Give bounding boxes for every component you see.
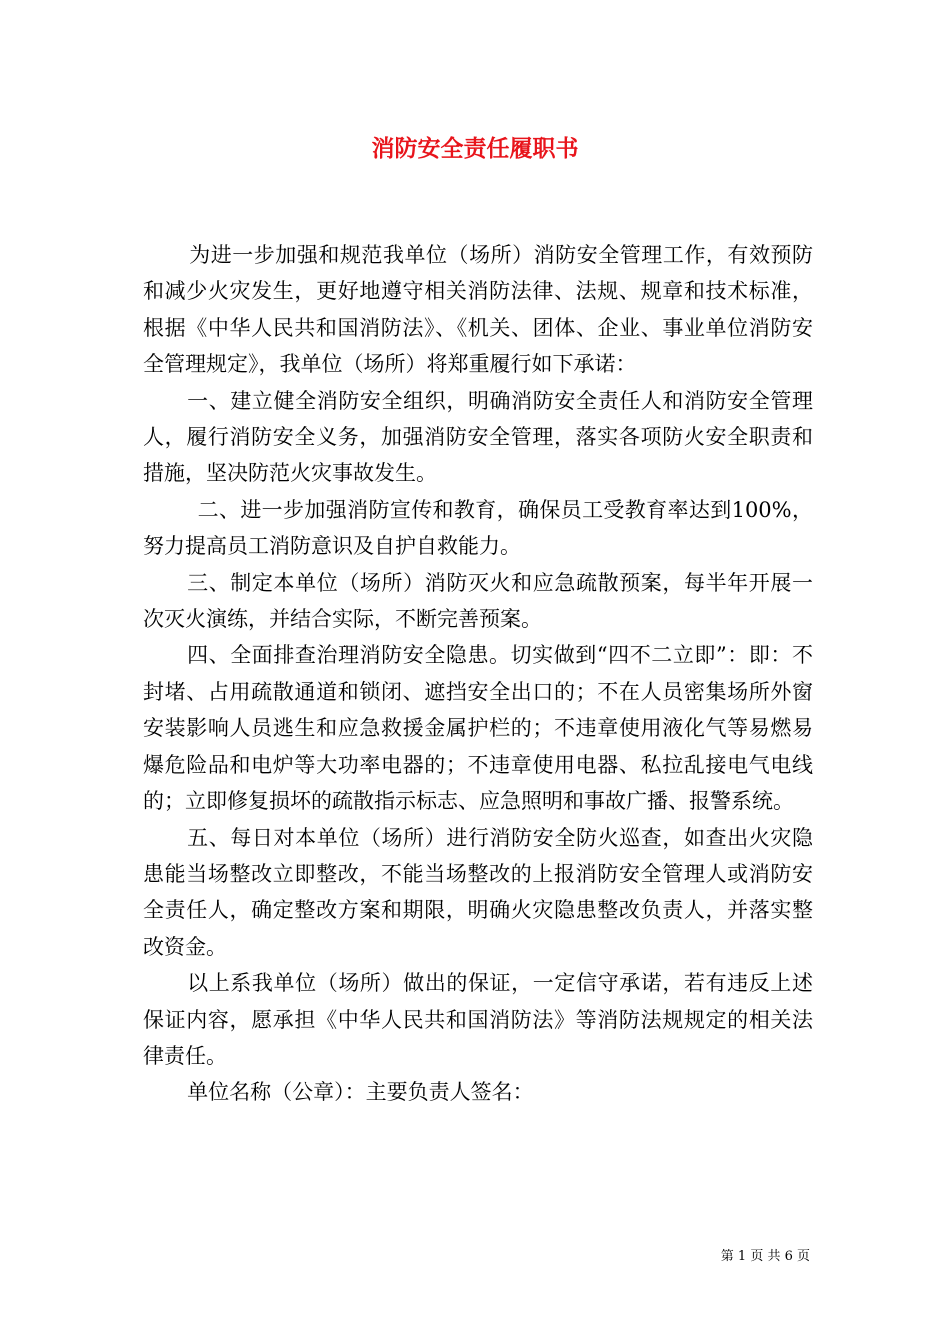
item-5-paragraph: 五、每日对本单位（场所）进行消防安全防火巡查，如查出火灾隐患能当场整改立即整改，不能当场整改的上报消防安全管理人或消防安全责任人，确定整改方案和期限，明确火灾隐患整改负责人，并落实整改资金。 <box>143 825 813 959</box>
document-body <box>143 237 813 1111</box>
item-1-paragraph: 一、建立健全消防安全组织，明确消防安全责任人和消防安全管理人，履行消防安全义务，加强消防安全管理，落实各项防火安全职责和措施，坚决防范火灾事故发生。 <box>143 388 813 486</box>
intro-paragraph: 为进一步加强和规范我单位（场所）消防安全管理工作，有效预防和减少火灾发生，更好地遵守相关消防法律、法规、规章和技术标准，根据《中华人民共和国消防法》、《机关、团体、企业、事业单位消防安全管理规定》，我单位（场所）将郑重履行如下承诺： <box>143 243 813 377</box>
page-number: 第 1 页 共 6 页 <box>720 1249 810 1264</box>
item-3-paragraph: 三、制定本单位（场所）消防灭火和应急疏散预案，每半年开展一次灭火演练，并结合实际，不断完善预案。 <box>143 570 813 632</box>
signature-line: 单位名称（公章）：主要负责人签名： <box>187 1080 534 1105</box>
closing-paragraph: 以上系我单位（场所）做出的保证，一定信守承诺，若有违反上述保证内容，愿承担《中华人民共和国消防法》等消防法规规定的相关法律责任。 <box>143 971 813 1068</box>
item-4-paragraph: 四、全面排查治理消防安全隐患。切实做到“四不二立即”：即：不封堵、占用疏散通道和锁闭、遮挡安全出口的；不在人员密集场所外窗安装影响人员逃生和应急救援金属护栏的；不违章使用液化气等易燃易爆危险品和电炉等大功率电器的；不违章使用电器、私拉乱接电气电线的；立即修复损坏的疏散指示标志、应急照明和事故广播、报警系统。 <box>143 643 813 814</box>
document-title: 消防安全责任履职书 <box>371 135 579 162</box>
item-2-paragraph: 二、进一步加强消防宣传和教育，确保员工受教育率达到100%，努力提高员工消防意识及自护自救能力。 <box>143 497 813 559</box>
